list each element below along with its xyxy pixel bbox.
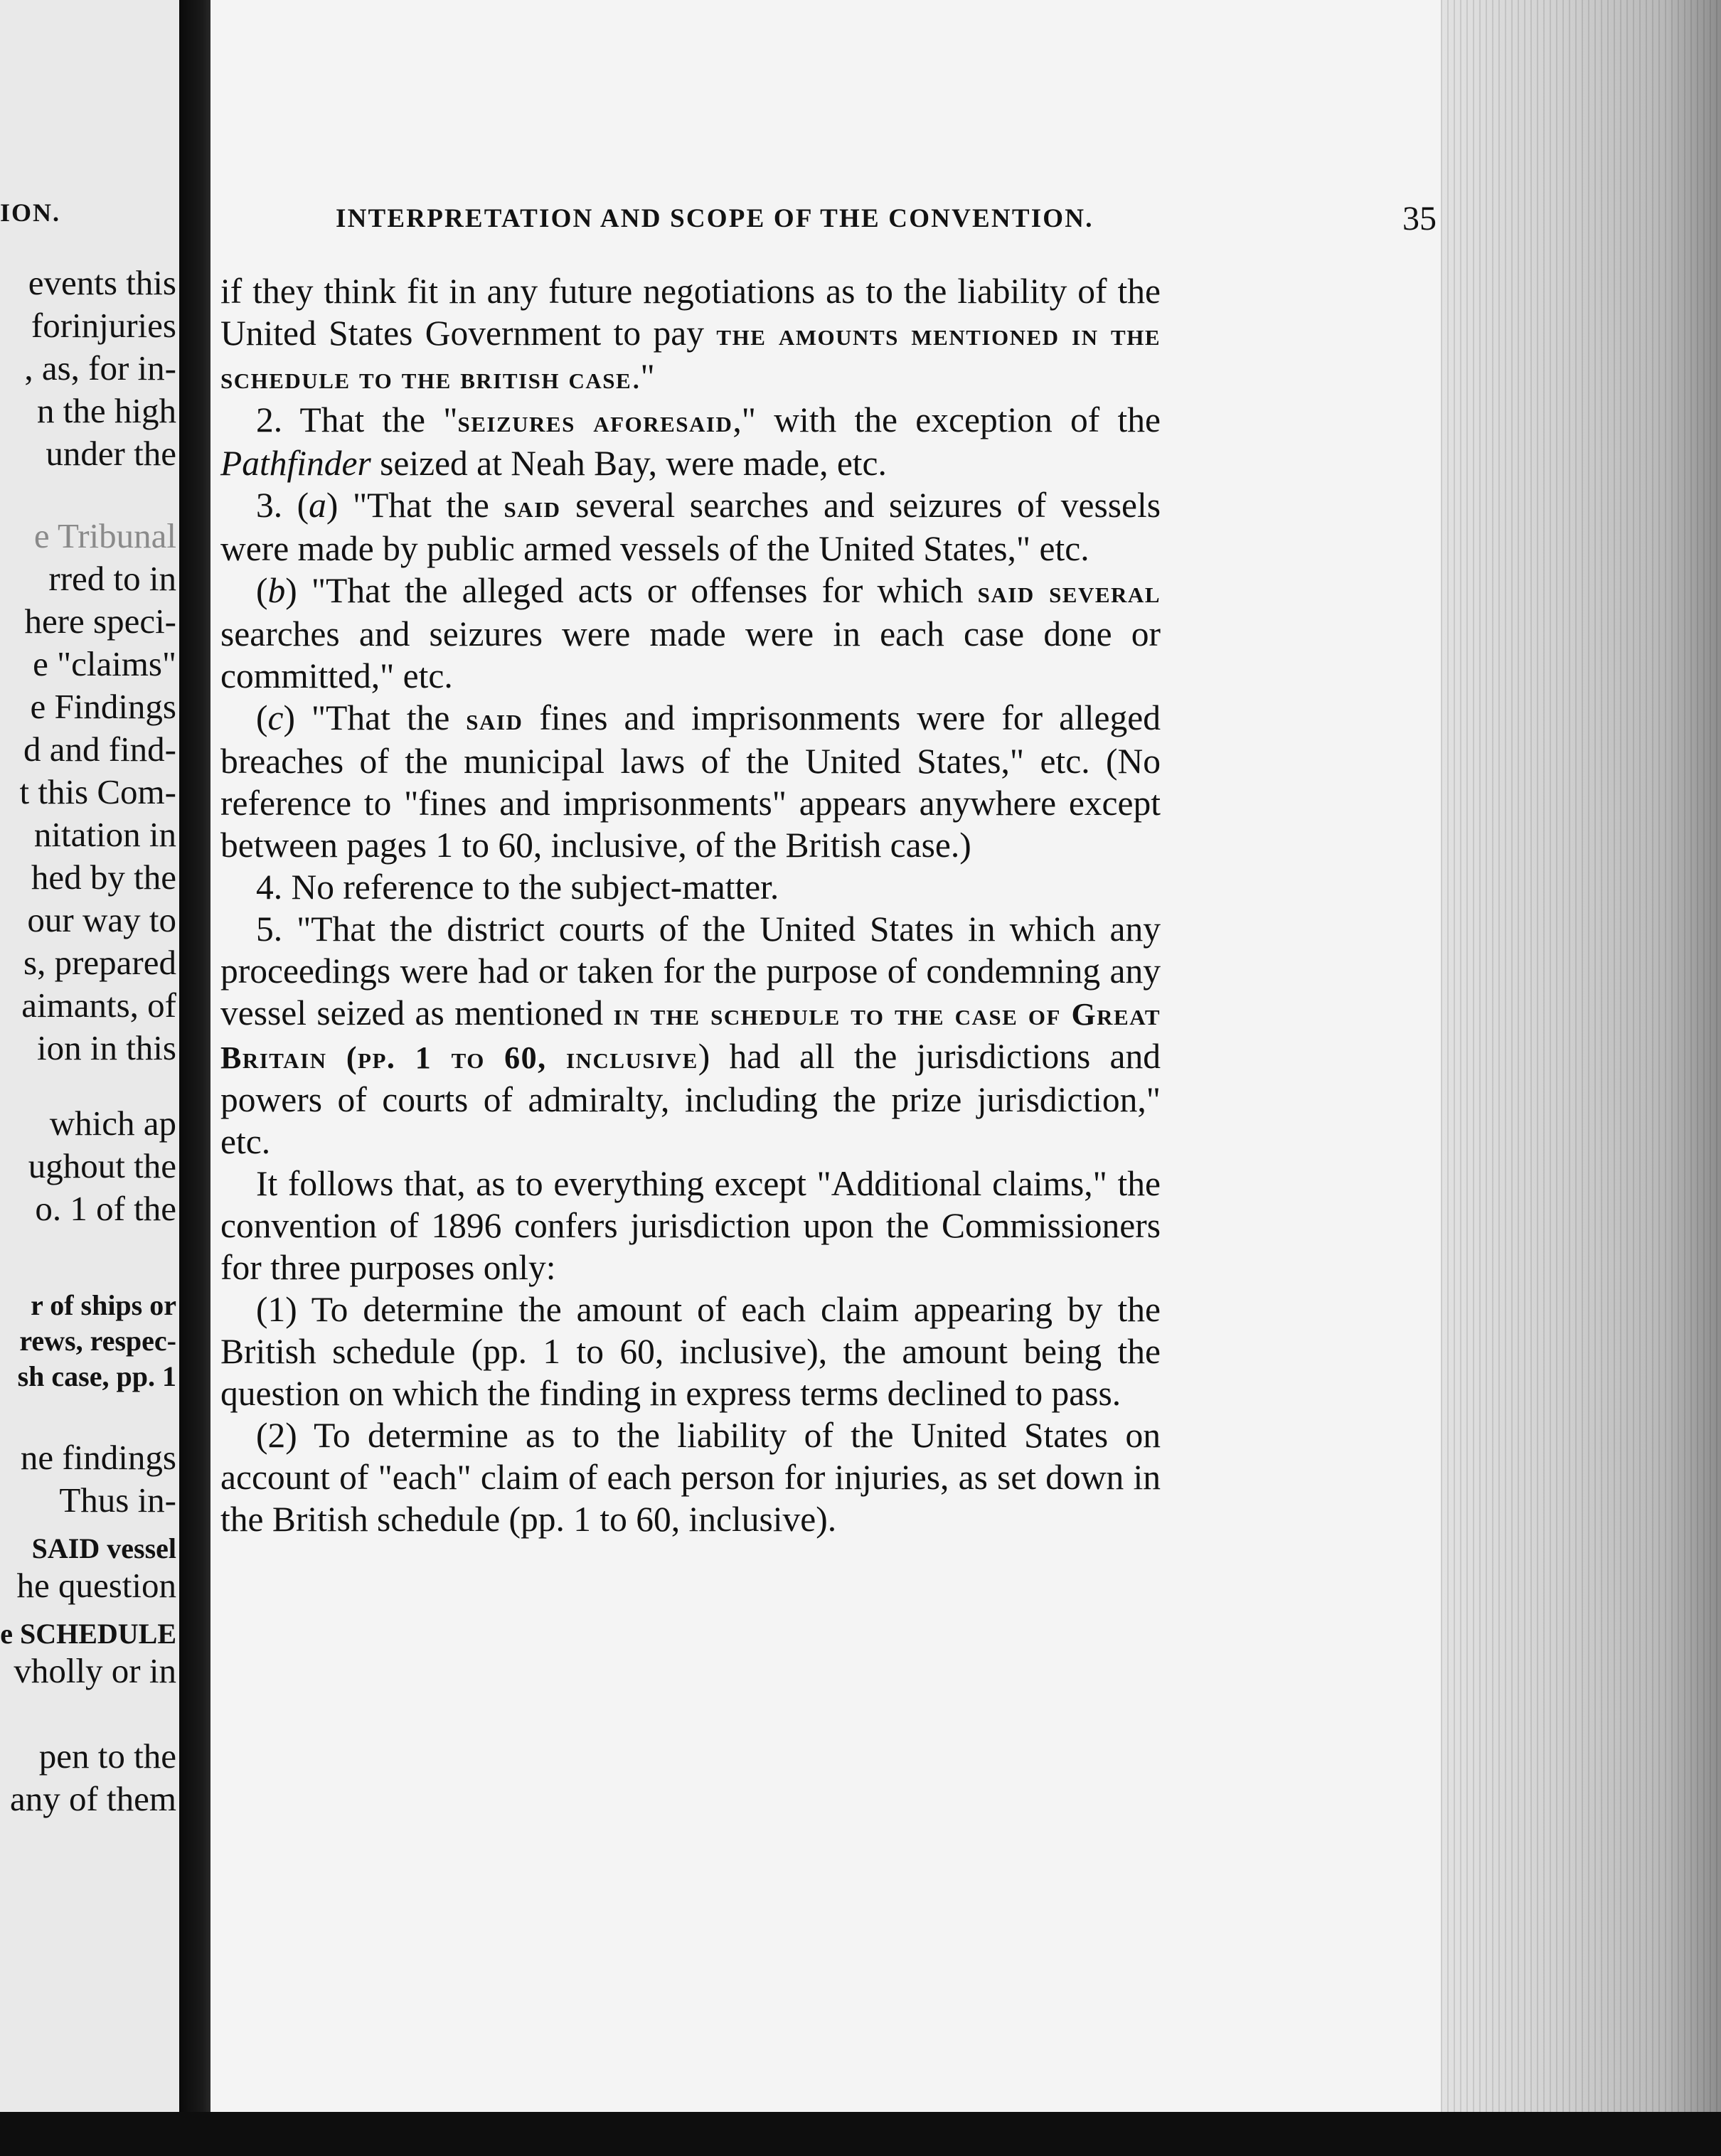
left-page-line: ughout the (28, 1146, 176, 1185)
paragraph: 4. No reference to the subject-matter. (256, 868, 779, 907)
text-run: ) had all the jurisdictions and powers of courts of admiralty, including the prize jurisdiction," etc. (220, 1037, 1161, 1161)
left-page-line: pen to the (38, 1736, 176, 1776)
paragraph (220, 484, 1161, 570)
left-page-line: vholly or in (14, 1651, 176, 1690)
left-page-line: aimants, of (21, 986, 176, 1025)
italic-run: b (267, 571, 286, 610)
small-caps-run: said (503, 489, 561, 524)
running-header (336, 199, 1437, 242)
left-page-line: he question (16, 1566, 176, 1605)
small-caps-run: seizures aforesaid (457, 404, 733, 439)
left-page-line: , as, for in- (24, 348, 176, 388)
text-run: 3. ( (256, 486, 309, 525)
text-run: several searches and seizures of vessels were made by public armed vessels of the United States," etc. (220, 486, 1161, 568)
left-page-line: which ap (49, 1104, 176, 1143)
left-page-line: o. 1 of the (35, 1189, 176, 1228)
left-page-line: any of them (9, 1779, 176, 1818)
left-page-line: t this Com- (19, 772, 176, 811)
left-page-line: e Findings (30, 687, 176, 726)
left-page-line: d and find- (23, 730, 176, 769)
left-page-line: e Tribunal (33, 516, 176, 555)
paragraph (220, 270, 1161, 399)
small-caps-run: in the schedule to the case of Great Britain (pp. 1 to 60, inclusive (220, 997, 1161, 1075)
text-run: seized at Neah Bay, were made, etc. (371, 444, 887, 483)
left-page-line: sh case, pp. 1 (17, 1360, 176, 1392)
italic-run: a (309, 486, 326, 525)
text-run: searches and seizures were made were in each case done or committed," etc. (220, 614, 1161, 695)
left-page-line: rred to in (48, 559, 176, 598)
left-page-line: forinjuries (31, 306, 176, 345)
left-page-line: our way to (27, 900, 176, 939)
paragraph (220, 697, 1161, 866)
left-page-line: Thus in- (59, 1480, 176, 1520)
left-page-line: rews, respec- (19, 1325, 176, 1357)
left-page-line: here speci- (24, 602, 176, 641)
left-page-line: nitation in (33, 815, 176, 854)
text-run: ," with the exception of the (732, 400, 1161, 439)
text-run: if they think fit in any future negotiations as to the liability of the United States Government to pay (220, 272, 1161, 353)
text-run: fines and imprisonments were for alleged breaches of the municipal laws of the United States," etc. (No reference to "fines and imprisonments" appears anywhere except between pages 1 to 60, inclusive, of the British case.) (220, 698, 1161, 865)
small-caps-run: the amounts mentioned in the schedule to the british case (220, 317, 1161, 395)
paragraph: It follows that, as to everything except "Additional claims," the convention of 1896 confers jurisdiction upon the Commissioners for three purposes only: (220, 1164, 1161, 1287)
paragraph: (1) To determine the amount of each claim appearing by the British schedule (pp. 1 to 60, inclusive), the amount being the question on which the finding in express terms declined to pass. (220, 1290, 1161, 1413)
left-page-line: n the high (37, 391, 176, 430)
scan-border (0, 2112, 1721, 2156)
book-page (211, 0, 1441, 2112)
text-run: ( (256, 698, 268, 737)
paragraph (220, 570, 1161, 697)
italic-run: Pathfinder (220, 444, 371, 483)
page-stack-edge (1441, 0, 1721, 2112)
left-page-line: under the (46, 434, 176, 473)
text-run: 2. That the " (256, 400, 458, 439)
running-header-title: INTERPRETATION AND SCOPE OF THE CONVENTION. (336, 204, 1094, 233)
body-text (220, 270, 1161, 1540)
left-page-line: ne findings (20, 1438, 176, 1477)
text-run: 5. "That the district courts of the United States in which any proceedings were had or taken for the purpose of condemning any vessel seized as mentioned (220, 909, 1161, 1032)
small-caps-run: said (466, 702, 523, 737)
paragraph (220, 908, 1161, 1163)
left-page-line: ion in this (36, 1028, 176, 1067)
page-number: 35 (1402, 200, 1437, 238)
left-page-line: r of ships or (31, 1289, 176, 1321)
left-page-fragment (0, 0, 179, 2112)
left-page-line: events this (28, 263, 176, 302)
left-page-line: SAID vessel (31, 1532, 176, 1564)
text-run: ) "That the (283, 698, 467, 737)
left-page-line: e "claims" (33, 644, 176, 683)
left-page-line: s, prepared (23, 943, 176, 982)
text-run: ) "That the (326, 486, 504, 525)
left-page-line: hed by the (31, 858, 176, 897)
paragraph (220, 399, 1161, 484)
left-page-header: ION. (0, 198, 61, 227)
text-run: ( (256, 571, 268, 610)
small-caps-run: said several (977, 575, 1161, 609)
text-run: ) "That the alleged acts or offenses for which (285, 571, 978, 610)
text-run: ." (632, 357, 655, 396)
left-page-line: e SCHEDULE (0, 1618, 176, 1650)
italic-run: c (267, 698, 284, 737)
paragraph: (2) To determine as to the liability of the United States on account of "each" claim of each person for injuries, as set down in the British schedule (pp. 1 to 60, inclusive). (220, 1416, 1161, 1539)
